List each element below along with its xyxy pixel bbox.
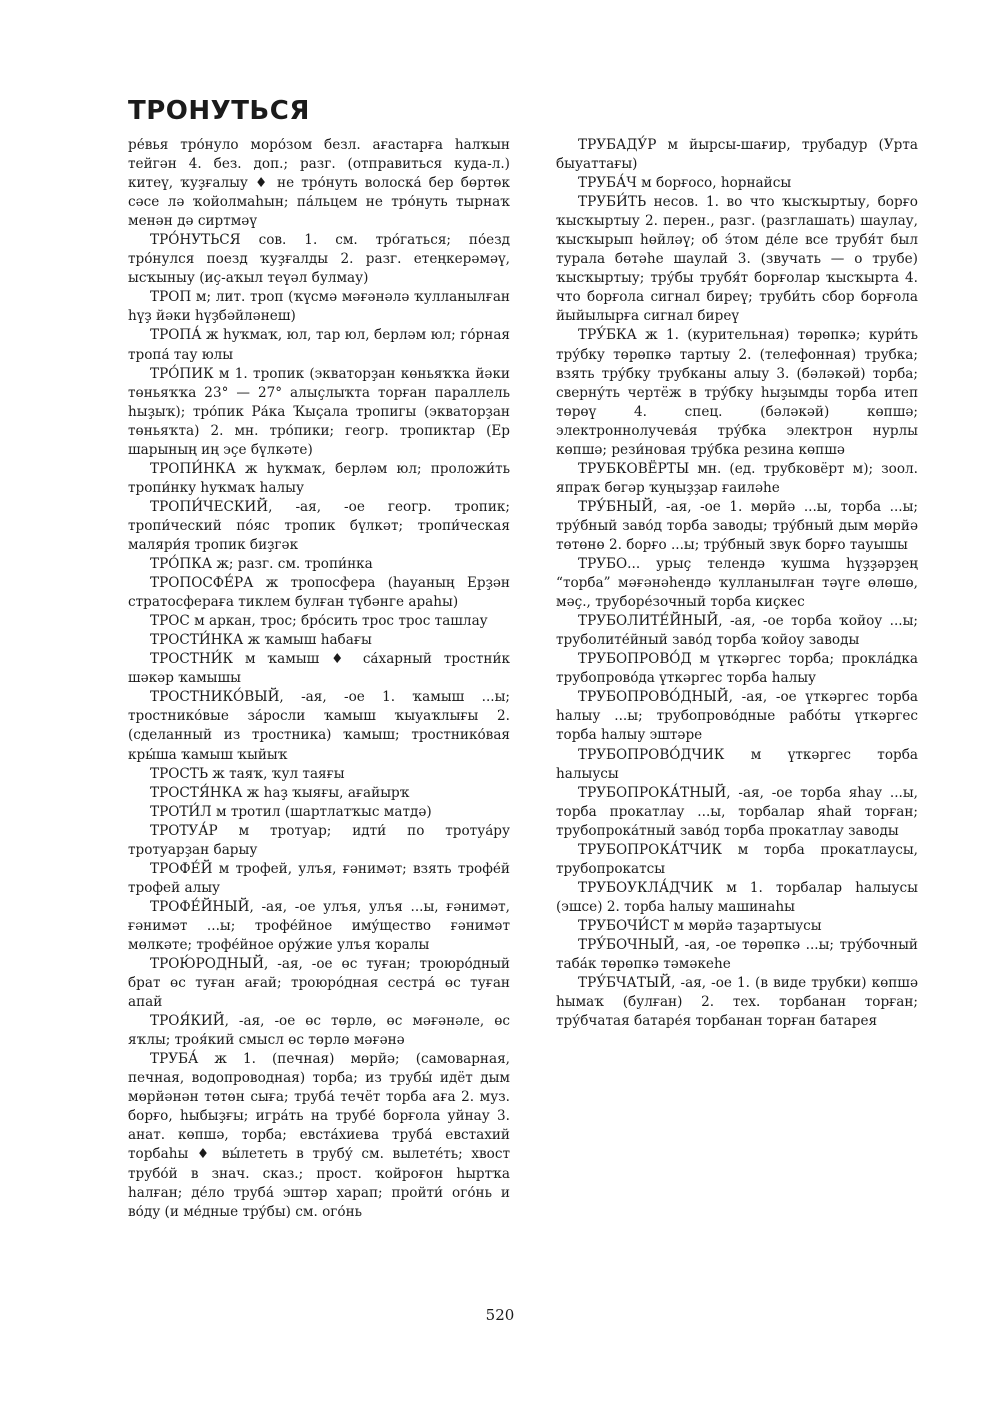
dictionary-entry: ТРУБО... урыҫ телендә ҡушма һүҙҙәрҙең “торба” мәғәнәһендә ҡулланылған тәүге өлөшө, мәҫ., трубоpе́зочный торба киҫкес bbox=[556, 556, 918, 611]
dictionary-entry: ТРОСТИ́НКА ж ҡамыш һабағы bbox=[150, 632, 372, 649]
dictionary-entry: ТРУБАДУ́Р м йырсы-шағир, трубадур (Урта быуаттағы) bbox=[556, 137, 918, 173]
dictionary-entry: ТРОПА́ ж һуҡмаҡ, юл, тар юл, берләм юл; го́рная тропа́ тау юлы bbox=[128, 327, 510, 363]
dictionary-entry: ТРУБОПРОКА́ТНЫЙ, -ая, -ое торба яһау ...ы, торба прокатлау ...ы, торбалар яһай торған; трубопрока́тный заво́д торба прокатлау заводы bbox=[556, 784, 918, 839]
dictionary-entry: ТРУБОУКЛА́ДЧИК м 1. торбалар һалыусы (эшсе) 2. торба һалыу машинаһы bbox=[556, 879, 918, 915]
right-column bbox=[556, 136, 918, 1031]
dictionary-entry: ТРОЮ́РОДНЫЙ, -ая, -ое өс туған; троюро́дный брат өс туған ағай; троюро́дная сестра́ өс туған апай bbox=[128, 956, 510, 1011]
dictionary-entry: ТРУ́БНЫЙ, -ая, -ое 1. мөрйә ...ы, торба ...ы; тру́бный заво́д торба заводы; тру́бный дым мөрйә төтөнө 2. борғо ...ы; тру́бный звук борғо тауышы bbox=[556, 498, 918, 553]
dictionary-entry: ТРОСТЯ́НКА ж һаҙ ҡыяғы, ағайырҡ bbox=[150, 784, 410, 801]
dictionary-entry: ре́вья тро́нуло моро́зом безл. ағастарға һалҡын тейгән 4. без. доп.; разг. (отправиться куда-л.) китеү, ҡуҙғалыу ♦ не тро́нуть волоска́ бер бөртөк сәсе лә ҡойолмаһын; па́льцем не тро́нуть тырнаҡ менән дә сиртмәү bbox=[128, 137, 510, 230]
dictionary-entry: ТРО́ПИК м 1. тропик (экваторҙан көньяҡҡа йәки төньяҡҡа 23° — 27° алыҫлыҡта торған параллель һыҙыҡ); тро́пик Ра́ка Ҡыҫала тропигы (экваторҙан төньяҡта) 2. мн. тро́пики; геогр. тропиктар (Ер шарының иң эҫе бүлкәте) bbox=[128, 365, 510, 458]
page-number: 520 bbox=[485, 1306, 515, 1324]
dictionary-entry: ТРОФЕ́Й м трофей, улъя, ғәнимәт; взять трофе́й трофей алыу bbox=[128, 860, 510, 896]
left-column bbox=[128, 136, 510, 1222]
dictionary-entry: ТРУБИ́ТЬ несов. 1. во что ҡысҡыртыу, борғо ҡысҡыртыу 2. перен., разг. (разглашать) шаулау, ҡысҡырып һөйләү; об э́том де́ле все трубя́т был турала бөтәһе шаулай 3. (звучать — о трубе) ҡысҡыртыу; тру́бы трубя́т борғолар ҡысҡырта 4. что борғола сигнал биреү; труби́ть сбор борғола йыйылырға сигнал биреү bbox=[556, 194, 918, 325]
dictionary-entry: ТРУБКОВЁРТЫ мн. (ед. трубковёрт м); зоол. япраҡ бөгәр ҡуңыҙҙар ғаиләһе bbox=[556, 460, 918, 496]
dictionary-entry: ТРУБОПРОВО́Д м үткәргес торба; прокла́дка трубопрово́да үткәргес торба һалыу bbox=[556, 651, 918, 687]
dictionary-entry: ТРУБА́ ж 1. (печная) мөрйә; (самоварная, печная, водопроводная) торба; из трубы́ идёт дым мөрйәнән төтөн сыға; труба́ течёт торба аға 2. муз. борғо, һыбыҙғы; игра́ть на трубе́ борғола уйнау 3. анат. көпшә, торба; евста́хиева труба́ евстахий торбаһы ♦ вы́лететь в трубу́ см. вылете́ть; хвост трубо́й в знач. сказ.; прост. ҡойроғон һыртҡа һалған; де́ло труба́ эштәр харап; пройти́ ого́нь и во́ду (и ме́дные тру́бы) см. ого́нь bbox=[128, 1051, 510, 1220]
running-head: ТРОНУТЬСЯ bbox=[128, 96, 310, 126]
dictionary-entry: ТРУБОПРОВО́ДЧИК м үткәргес торба һалыусы bbox=[556, 746, 918, 782]
dictionary-entry: ТРУБОПРОКА́ТЧИК м торба прокатлаусы, трубопрокатсы bbox=[556, 841, 918, 877]
dictionary-entry: ТРОФЕ́ЙНЫЙ, -ая, -ое улъя, улъя ...ы, ғәнимәт, ғәнимәт ...ы; трофе́йное иму́щество ғәнимәт мөлкәте; трофе́йное ору́жие улъя ҡоралы bbox=[128, 898, 510, 953]
dictionary-entry: ТРОСТНИКО́ВЫЙ, -ая, -ое 1. ҡамыш ...ы; тростнико́вые за́росли ҡамыш ҡыуаҡлығы 2. (сделанный из тростника) ҡамыш; тростнико́вая кры́ша ҡамыш ҡыйыҡ bbox=[128, 689, 510, 763]
dictionary-entry: ТРУБОПРОВО́ДНЫЙ, -ая, -ое үткәргес торба һалыу ...ы; трубопрово́дные рабо́ты үткәргес торба һалыу эштәре bbox=[556, 689, 918, 744]
dictionary-entry: ТРОПИ́ЧЕСКИЙ, -ая, -ое геогр. тропик; тропи́ческий по́яс тропик бүлкәт; тропи́ческая маляри́я тропик биҙгәк bbox=[128, 498, 510, 553]
dictionary-entry: ТРОП м; лит. троп (ҡүсмә мәғәнәлә ҡулланылған һүҙ йәки һүҙбәйләнеш) bbox=[128, 289, 510, 325]
dictionary-entry: ТРОЯ́КИЙ, -ая, -ое өс төрлө, өс мәғәнәле, өс яҡлы; троя́кий смысл өс төрлө мәғәнә bbox=[128, 1013, 510, 1049]
dictionary-entry: ТРУ́БКА ж 1. (курительная) төрөпкә; кури́ть тру́бку төрөпкә тартыу 2. (телефонная) трубка; взять тру́бку трубканы алыу 3. (бәләкәй) торба; сверну́ть чертёж в тру́бку һыҙымды торба итеп төрөү 4. спец. (бәләкәй) көпшә; электроннолучева́я тру́бка электрон нурлы көпшә; рези́новая тру́бка резина көпшә bbox=[556, 327, 918, 458]
dictionary-entry: ТРОС м аркан, трос; бро́сить трос трос ташлау bbox=[150, 613, 488, 630]
dictionary-entry: ТРО́ПКА ж; разг. см. тропи́нка bbox=[150, 556, 373, 573]
dictionary-entry: ТРУ́БОЧНЫЙ, -ая, -ое төрөпкә ...ы; тру́бочный таба́к төрөпкә тәмәкеһе bbox=[556, 936, 918, 973]
dictionary-entry: ТРУБА́Ч м борғосо, һорнайсы bbox=[578, 175, 792, 192]
dictionary-entry: ТРУБОЛИТЕ́ЙНЫЙ, -ая, -ое торба ҡойоу ...ы; трубoлите́йный заво́д торба ҡойоу заводы bbox=[556, 613, 918, 649]
dictionary-entry: ТРОТУА́Р м тротуар; идти́ по тротуа́ру тротуарҙан барыу bbox=[128, 822, 510, 858]
dictionary-entry: ТРОПОСФЕ́РА ж тропосфера (һауаның Ерҙән стратосфераға тиклем булған түбәнге араһы) bbox=[128, 575, 510, 611]
dictionary-entry: ТРОТИ́Л м тротил (шартлатҡыс матдә) bbox=[150, 803, 432, 820]
dictionary-entry: ТРУ́БЧАТЫЙ, -ая, -ое 1. (в виде трубки) көпшә һымаҡ (булған) 2. тех. торбанан торған; тру́бчатая батаре́я торбанан торған батарея bbox=[556, 975, 918, 1030]
dictionary-entry: ТРОПИ́НКА ж һуҡмаҡ, берләм юл; проложи́ть тропи́нку һуҡмаҡ һалыу bbox=[128, 460, 510, 496]
dictionary-entry: ТРУБОЧИ́СТ м мөрйә таҙартыусы bbox=[578, 917, 822, 934]
dictionary-entry: ТРО́НУТЬСЯ сов. 1. см. тро́гаться; по́езд тро́нулся поезд ҡуҙғалды 2. разг. етеңкерәмәү, ысҡыныу (иҫ-аҡыл теүәл булмау) bbox=[128, 232, 510, 287]
dictionary-entry: ТРОСТНИ́К м ҡамыш ♦ са́харный тростни́к шәкәр ҡамышы bbox=[128, 651, 510, 687]
dictionary-entry: ТРОСТЬ ж таяҡ, ҡул таяғы bbox=[150, 765, 345, 782]
